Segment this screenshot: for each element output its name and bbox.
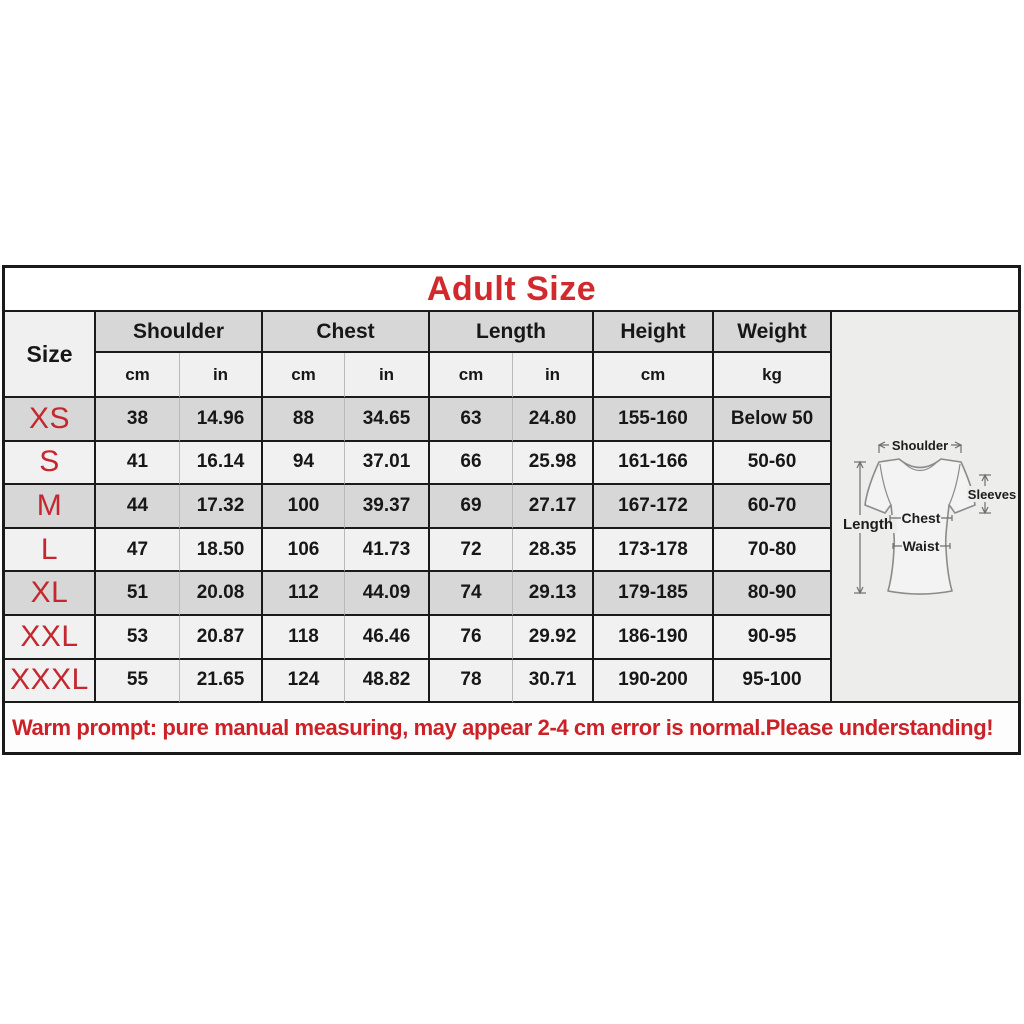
table-cell: 80-90 (714, 572, 832, 616)
length-label: Length (843, 516, 893, 534)
table-cell: 94 (263, 442, 345, 486)
table-cell: 50-60 (714, 442, 832, 486)
table-cell: 112 (263, 572, 345, 616)
tshirt-diagram-svg (833, 312, 1017, 701)
table-cell: 69 (430, 485, 513, 529)
unit-header-shoulder-cm: cm (96, 353, 180, 398)
table-cell: 118 (263, 616, 345, 660)
table-cell: 155-160 (594, 398, 714, 442)
warning-note-row (5, 703, 1018, 752)
table-cell: 14.96 (180, 398, 263, 442)
table-cell: 88 (263, 398, 345, 442)
size-label: XL (5, 572, 96, 616)
table-cell: 44.09 (345, 572, 430, 616)
table-cell: 16.14 (180, 442, 263, 486)
column-header-size: Size (5, 312, 96, 398)
table-cell: 29.92 (513, 616, 594, 660)
table-cell: 29.13 (513, 572, 594, 616)
table-cell: 21.65 (180, 660, 263, 704)
unit-header-length-cm: cm (430, 353, 513, 398)
size-label: M (5, 485, 96, 529)
column-header-height: Height (594, 312, 714, 353)
table-cell: 51 (96, 572, 180, 616)
size-label: XXL (5, 616, 96, 660)
table-cell: 76 (430, 616, 513, 660)
table-cell: 72 (430, 529, 513, 573)
table-cell: 70-80 (714, 529, 832, 573)
column-header-length: Length (430, 312, 594, 353)
table-cell: 106 (263, 529, 345, 573)
unit-header-height-cm: cm (594, 353, 714, 398)
table-cell: 190-200 (594, 660, 714, 704)
table-cell: 39.37 (345, 485, 430, 529)
table-cell: 63 (430, 398, 513, 442)
size-chart (2, 265, 1021, 755)
warning-text: Warm prompt: pure manual measuring, may appear 2-4 cm error is normal.Please understanding! (12, 714, 994, 740)
size-label: XS (5, 398, 96, 442)
sleeves-label: Sleeves (967, 487, 1017, 503)
column-header-shoulder: Shoulder (96, 312, 263, 353)
table-cell: 78 (430, 660, 513, 704)
table-cell: 60-70 (714, 485, 832, 529)
tshirt-measurement-diagram (832, 312, 1018, 703)
table-cell: 95-100 (714, 660, 832, 704)
table-cell: 46.46 (345, 616, 430, 660)
size-label: L (5, 529, 96, 573)
table-cell: 124 (263, 660, 345, 704)
table-cell: 27.17 (513, 485, 594, 529)
table-cell: 41 (96, 442, 180, 486)
table-cell: 41.73 (345, 529, 430, 573)
table-cell: 24.80 (513, 398, 594, 442)
table-cell: 90-95 (714, 616, 832, 660)
unit-header-chest-cm: cm (263, 353, 345, 398)
waist-label: Waist (902, 538, 940, 555)
unit-header-weight-kg: kg (714, 353, 832, 398)
table-cell: 20.87 (180, 616, 263, 660)
table-cell: 34.65 (345, 398, 430, 442)
chest-label: Chest (901, 510, 941, 527)
column-header-weight: Weight (714, 312, 832, 353)
table-cell: 66 (430, 442, 513, 486)
table-cell: 30.71 (513, 660, 594, 704)
table-cell: 17.32 (180, 485, 263, 529)
chart-title-row (5, 268, 1018, 312)
column-header-chest: Chest (263, 312, 430, 353)
table-cell: 167-172 (594, 485, 714, 529)
size-label: XXXL (5, 660, 96, 704)
table-cell: 179-185 (594, 572, 714, 616)
table-cell: 173-178 (594, 529, 714, 573)
table-cell: 44 (96, 485, 180, 529)
table-cell: 20.08 (180, 572, 263, 616)
table-cell: 186-190 (594, 616, 714, 660)
page-title: Adult Size (426, 269, 597, 308)
shoulder-label: Shoulder (891, 438, 949, 454)
unit-header-chest-in: in (345, 353, 430, 398)
table-cell: Below 50 (714, 398, 832, 442)
table-cell: 55 (96, 660, 180, 704)
table-cell: 47 (96, 529, 180, 573)
unit-header-length-in: in (513, 353, 594, 398)
table-cell: 18.50 (180, 529, 263, 573)
table-cell: 25.98 (513, 442, 594, 486)
table-cell: 37.01 (345, 442, 430, 486)
table-cell: 28.35 (513, 529, 594, 573)
size-table (5, 312, 1018, 703)
table-cell: 161-166 (594, 442, 714, 486)
table-cell: 38 (96, 398, 180, 442)
table-cell: 100 (263, 485, 345, 529)
table-cell: 48.82 (345, 660, 430, 704)
size-label: S (5, 442, 96, 486)
table-cell: 74 (430, 572, 513, 616)
table-cell: 53 (96, 616, 180, 660)
unit-header-shoulder-in: in (180, 353, 263, 398)
